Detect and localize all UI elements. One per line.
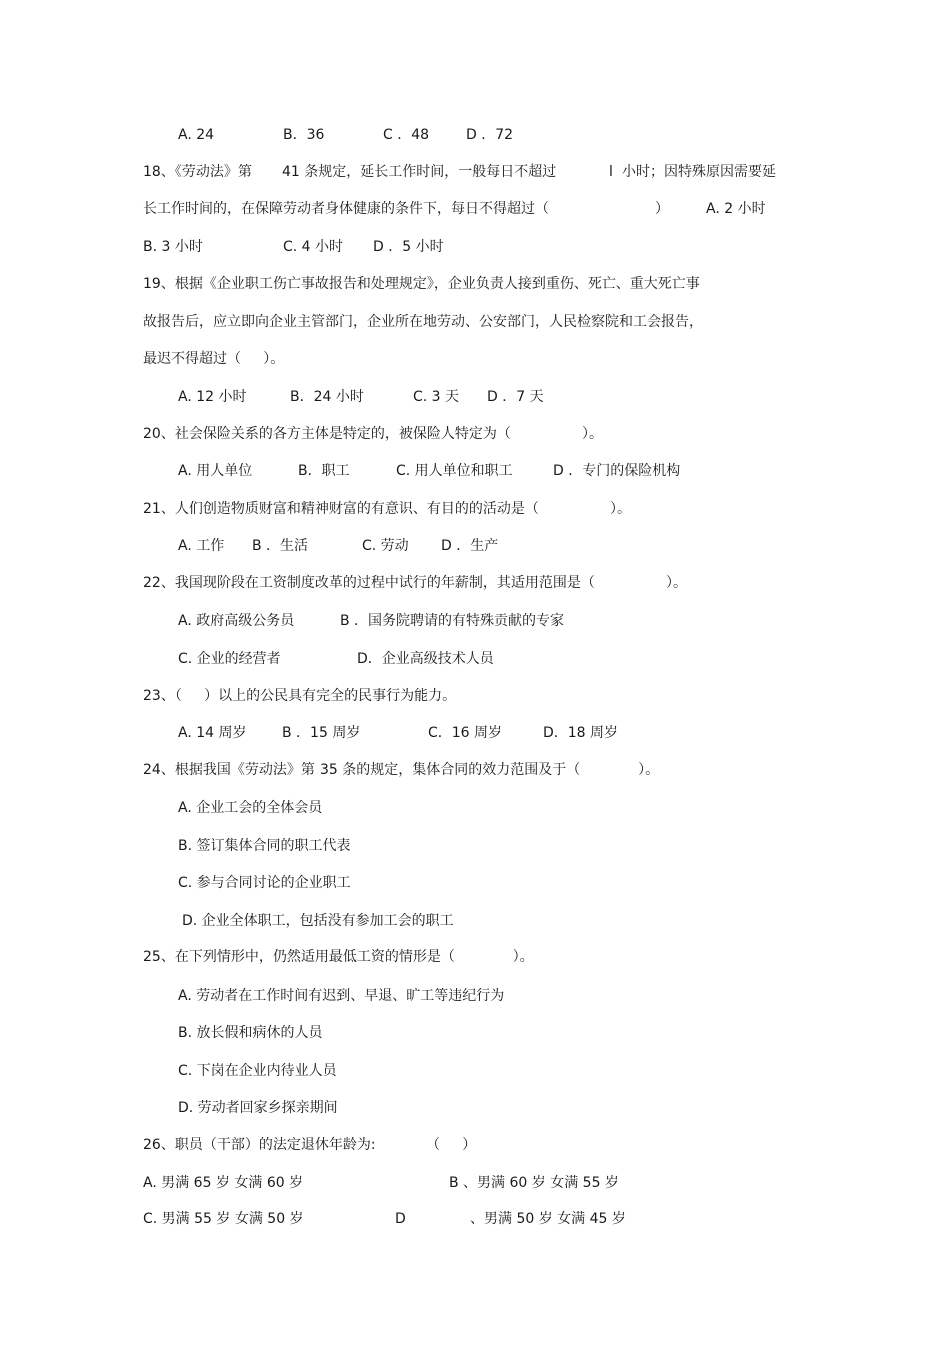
q17-option-a: A. 24 [178, 127, 215, 143]
q19-option-d: D ．7 天 [487, 389, 544, 405]
q18-question-part3: 小时；因特殊原因需要延 [622, 164, 776, 180]
q18-question-blank: l [609, 164, 613, 180]
q25-question: 25、在下列情形中，仍然适用最低工资的情形是（ ）。 [143, 949, 534, 965]
q19-question-line3: 最迟不得超过（ ）。 [143, 351, 285, 367]
q21-option-d: D ．生产 [441, 538, 499, 554]
q26-option-d-letter: D [395, 1211, 406, 1227]
q25-option-b: B. 放长假和病休的人员 [178, 1025, 323, 1041]
q26-option-d: 、男满 50 岁 女满 45 岁 [470, 1211, 626, 1227]
q22-option-b: B ．国务院聘请的有特殊贡献的专家 [340, 613, 565, 629]
q19-option-b: B．24 小时 [290, 389, 364, 405]
q18-option-d: D ．5 小时 [373, 239, 444, 255]
q21-option-b: B ．生活 [252, 538, 309, 554]
q25-option-c: C. 下岗在企业内待业人员 [178, 1063, 337, 1079]
q22-option-c: C. 企业的经营者 [178, 651, 281, 667]
q19-question-line1: 19、根据《企业职工伤亡事故报告和处理规定》，企业负责人接到重伤、死亡、重大死亡事 [143, 276, 700, 292]
q22-option-a: A. 政府高级公务员 [178, 613, 295, 629]
q18-question-part1: 18、《劳动法》第 [143, 164, 252, 180]
q18-question-part2: 41 条规定，延长工作时间，一般每日不超过 [282, 164, 557, 180]
q18-question-line2: 长工作时间的，在保障劳动者身体健康的条件下，每日不得超过（ [143, 201, 549, 217]
q24-option-d: D. 企业全体职工，包括没有参加工会的职工 [182, 913, 454, 929]
q26-option-a: A. 男满 65 岁 女满 60 岁 [143, 1175, 304, 1191]
q22-option-d: D．企业高级技术人员 [357, 651, 494, 667]
q24-option-c: C. 参与合同讨论的企业职工 [178, 875, 351, 891]
q23-option-b: B ．15 周岁 [282, 725, 361, 741]
q26-question: 26、职员（干部）的法定退休年龄为: [143, 1137, 376, 1153]
q20-option-c: C. 用人单位和职工 [396, 463, 513, 479]
q20-question: 20、社会保险关系的各方主体是特定的，被保险人特定为（ ）。 [143, 426, 604, 442]
q26-option-c: C. 男满 55 岁 女满 50 岁 [143, 1211, 304, 1227]
q20-option-d: D ．专门的保险机构 [553, 463, 681, 479]
q23-question: 23、（ ）以上的公民具有完全的民事行为能力。 [143, 688, 457, 704]
q17-option-b: B．36 [283, 127, 325, 143]
q25-option-a: A. 劳动者在工作时间有迟到、早退、旷工等违纪行为 [178, 988, 505, 1004]
q22-question: 22、我国现阶段在工资制度改革的过程中试行的年薪制，其适用范围是（ ）。 [143, 575, 688, 591]
q23-option-c: C．16 周岁 [428, 725, 503, 741]
q21-question: 21、人们创造物质财富和精神财富的有意识、有目的的活动是（ ）。 [143, 501, 632, 517]
q26-option-b: B 、男满 60 岁 女满 55 岁 [449, 1175, 619, 1191]
q26-question-paren: （ ） [426, 1137, 477, 1153]
q24-option-a: A. 企业工会的全体会员 [178, 800, 323, 816]
q24-question-part1: 24、根据我国《劳动法》第 [143, 762, 315, 778]
q18-option-b: B. 3 小时 [143, 239, 203, 255]
q20-option-b: B．职工 [298, 463, 350, 479]
q18-option-c: C. 4 小时 [283, 239, 344, 255]
q24-option-b: B. 签订集体合同的职工代表 [178, 838, 351, 854]
q19-option-c: C. 3 天 [413, 389, 460, 405]
q23-option-d: D．18 周岁 [543, 725, 619, 741]
q19-question-line2: 故报告后，应立即向企业主管部门，企业所在地劳动、公安部门，人民检察院和工会报告， [143, 314, 703, 330]
q17-option-d: D ．72 [466, 127, 514, 143]
q21-option-a: A. 工作 [178, 538, 225, 554]
q18-question-paren: ） [655, 201, 669, 217]
q24-question-part2: 35 条的规定，集体合同的效力范围及于（ ）。 [320, 762, 660, 778]
q25-option-d: D. 劳动者回家乡探亲期间 [178, 1100, 338, 1116]
q17-option-c: C ．48 [383, 127, 430, 143]
q21-option-c: C. 劳动 [362, 538, 409, 554]
q20-option-a: A. 用人单位 [178, 463, 253, 479]
q19-option-a: A. 12 小时 [178, 389, 247, 405]
q18-option-a: A. 2 小时 [706, 201, 766, 217]
q23-option-a: A. 14 周岁 [178, 725, 247, 741]
